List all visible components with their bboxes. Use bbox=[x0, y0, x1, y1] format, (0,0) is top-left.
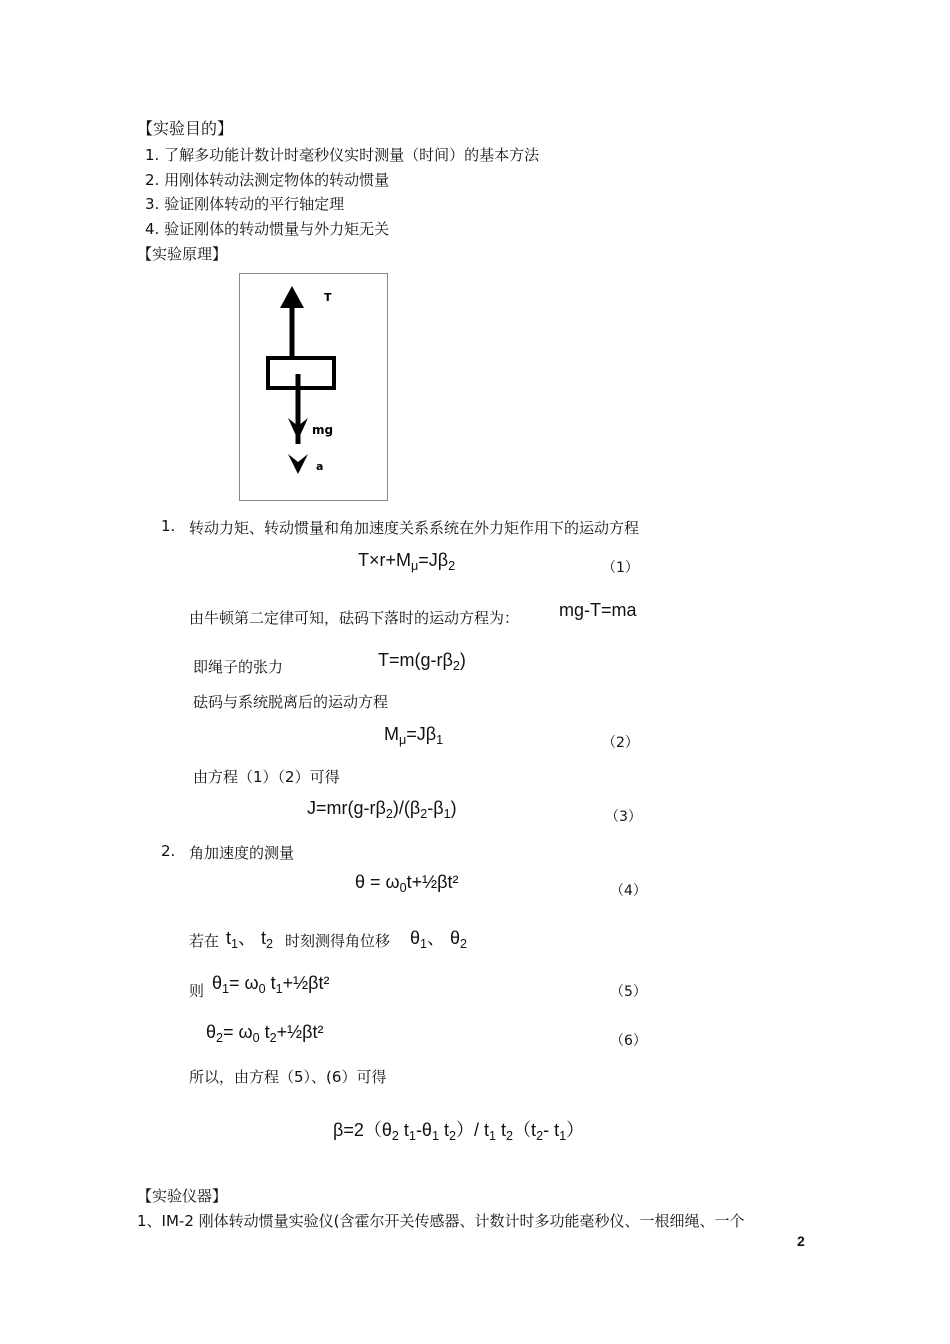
section-heading-purpose: 【实验目的】 bbox=[137, 119, 234, 138]
moment-text: 时刻测得角位移 bbox=[285, 932, 391, 950]
then-text: 则 bbox=[189, 982, 205, 1000]
equation-6: $\theta_2= \omega_0$ $t_2+\frac{1}{2}\beta t^2$ bbox=[206, 1022, 324, 1045]
tension-equation: $T=m(g-r\beta_2)$ bbox=[378, 650, 466, 673]
newton-equation: mg-T=ma bbox=[559, 600, 637, 620]
section-heading-principle: 【实验原理】 bbox=[137, 245, 228, 263]
mass-block bbox=[268, 358, 334, 388]
label-T: T bbox=[324, 291, 332, 304]
page-number: 2 bbox=[797, 1233, 805, 1249]
label-a: a bbox=[316, 460, 324, 473]
equation-3: $J=mr(g-r\beta_2)/(\beta_2-\beta_1)$ bbox=[307, 798, 457, 821]
equation-1-number: （1） bbox=[602, 560, 639, 576]
section-heading-instruments: 【实验仪器】 bbox=[137, 1187, 228, 1205]
equation-4-number: （4） bbox=[610, 883, 647, 899]
tension-text: 即绳子的张力 bbox=[193, 658, 284, 676]
section-1-number: 1. bbox=[161, 517, 176, 535]
acceleration-arrow-head bbox=[288, 454, 308, 474]
purpose-item-2: 2. 用刚体转动法测定物体的转动惯量 bbox=[145, 171, 390, 189]
time-vars: $t_1$、 $t_2$ bbox=[226, 928, 274, 951]
equation-4: $\theta = \omega_0t+\frac{1}{2}\beta t^2$ bbox=[355, 872, 459, 895]
section-2-number: 2. bbox=[161, 842, 176, 860]
purpose-item-3: 3. 验证刚体转动的平行轴定理 bbox=[145, 195, 345, 213]
section-1-title: 转动力矩、转动惯量和角加速度关系系统在外力矩作用下的运动方程 bbox=[189, 519, 640, 537]
equation-2: $M_\mu=J\beta_1$ bbox=[384, 724, 444, 747]
equation-1: $T\times r+M_\mu=J\beta_2$ bbox=[358, 550, 456, 573]
angle-vars: $\theta_1$、 $\theta_2$ bbox=[410, 928, 468, 951]
so-text: 所以，由方程（5）、(6）可得 bbox=[189, 1068, 387, 1086]
equation-5: $\theta_1= \omega_0$ $t_1+\frac{1}{2}\beta t^2$ bbox=[212, 973, 330, 996]
equation-3-number: （3） bbox=[605, 809, 642, 825]
equation-5-number: （5） bbox=[610, 984, 647, 1000]
newton-text: 由牛顿第二定律可知，砝码下落时的运动方程为： bbox=[189, 609, 520, 627]
from-equations-text: 由方程（1）（2）可得 bbox=[193, 768, 340, 786]
instruments-line-1: 1、IM-2 刚体转动惯量实验仪(含霍尔开关传感器、计数计时多功能毫秒仪、一根细绳、一个 bbox=[137, 1212, 745, 1230]
detach-text: 砝码与系统脱离后的运动方程 bbox=[193, 693, 389, 711]
if-text: 若在 bbox=[189, 932, 220, 950]
label-mg: mg bbox=[312, 423, 334, 437]
equation-6-number: （6） bbox=[610, 1033, 647, 1049]
equation-2-number: （2） bbox=[602, 735, 639, 751]
section-2-title: 角加速度的测量 bbox=[189, 844, 295, 862]
force-diagram bbox=[239, 273, 388, 501]
purpose-item-4: 4. 验证刚体的转动惯量与外力矩无关 bbox=[145, 220, 390, 238]
force-diagram-svg bbox=[240, 274, 387, 500]
beta-equation: $\beta=2(\theta_2$ $t_1-\theta_1$ $t_2)/$ $t_1$ $t_2(t_2-$ $t_1$） bbox=[333, 1120, 585, 1143]
purpose-item-1: 1. 了解多功能计数计时毫秒仪实时测量（时间）的基本方法 bbox=[145, 146, 540, 164]
